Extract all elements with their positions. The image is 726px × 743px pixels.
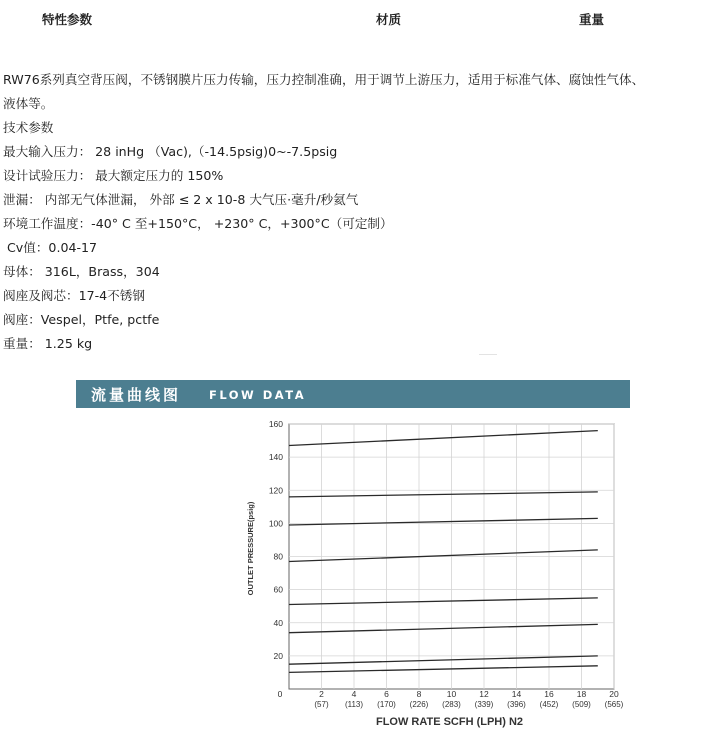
description-line: 母体： 316L，Brass，304 — [3, 264, 160, 279]
description-line: 阀座：Vespel，Ptfe, pctfe — [3, 312, 160, 327]
x-tick-sub-label: (226) — [409, 700, 429, 709]
description-line: 阀座及阀芯：17-4不锈钢 — [3, 288, 145, 303]
description-line: 最大输入压力： 28 inHg （Vac),（-14.5psig)0~-7.5psig — [3, 144, 338, 159]
x-tick-label: 4 — [351, 689, 357, 699]
description-line: 泄漏： 内部无气体泄漏， 外部 ≤ 2 x 10-8 大气压·毫升/秒氦气 — [3, 192, 359, 207]
x-tick-label: 6 — [384, 689, 389, 699]
y-tick-label: 120 — [268, 485, 283, 496]
series-line — [289, 492, 598, 497]
x-tick-sub-label: (339) — [474, 700, 494, 709]
series-line — [289, 666, 598, 673]
description-line: 重量： 1.25 kg — [3, 336, 93, 351]
x-tick-label: 2 — [319, 689, 324, 699]
description-line: 技术参数 — [3, 120, 54, 135]
header-spec-params: 特性参数 — [42, 12, 93, 27]
x-tick-label: 10 — [446, 689, 457, 699]
y-tick-label: 60 — [273, 584, 283, 595]
description-line: RW76系列真空背压阀，不锈钢膜片压力传输，压力控制准确，用于调节上游压力，适用于标准气体、腐蚀性气体、 — [3, 72, 645, 87]
series-line — [289, 624, 598, 632]
x-tick-label: 20 — [609, 689, 619, 699]
y-tick-label: 100 — [268, 518, 283, 529]
x-tick-label: 8 — [416, 689, 422, 699]
x-tick-sub-label: (565) — [604, 700, 624, 709]
x-tick-label: 0 — [277, 689, 283, 699]
x-tick-sub-label: (396) — [507, 700, 526, 709]
x-tick-sub-label: (113) — [344, 700, 364, 709]
x-tick-label: 12 — [479, 689, 489, 699]
series-line — [289, 550, 598, 562]
header-material: 材质 — [376, 12, 402, 27]
y-tick-label: 140 — [268, 452, 283, 463]
description-line: 液体等。 — [3, 96, 54, 111]
x-tick-sub-label: (283) — [442, 700, 461, 709]
chart-banner-title-en: FLOW DATA — [209, 388, 307, 402]
x-tick-label: 14 — [511, 689, 522, 699]
x-tick-label: 16 — [544, 689, 554, 699]
x-tick-sub-label: (452) — [539, 700, 559, 709]
description-line: Cv值：0.04-17 — [3, 240, 98, 255]
y-tick-label: 40 — [273, 617, 283, 628]
header-weight: 重量 — [579, 12, 605, 27]
y-tick-label: 80 — [273, 551, 283, 562]
series-line — [289, 431, 598, 446]
chart-banner-title-cn: 流量曲线图 — [91, 386, 182, 404]
y-tick-label: 20 — [273, 650, 283, 661]
description-line: 环境工作温度：-40° C 至+150°C， +230° C，+300°C（可定制） — [3, 216, 393, 231]
x-tick-sub-label: (509) — [572, 700, 591, 709]
series-line — [289, 656, 598, 664]
x-axis-label: FLOW RATE SCFH (LPH) N2 — [375, 716, 524, 728]
series-line — [289, 518, 598, 525]
description-line: 设计试验压力： 最大额定压力的 150% — [3, 168, 224, 183]
x-tick-sub-label: (170) — [377, 700, 396, 709]
series-line — [289, 598, 598, 605]
y-tick-label: 160 — [268, 419, 283, 429]
y-axis-label: OUTLET PRESSURE(psig) — [246, 501, 255, 596]
x-tick-sub-label: (57) — [314, 700, 329, 709]
x-tick-label: 18 — [576, 689, 587, 699]
